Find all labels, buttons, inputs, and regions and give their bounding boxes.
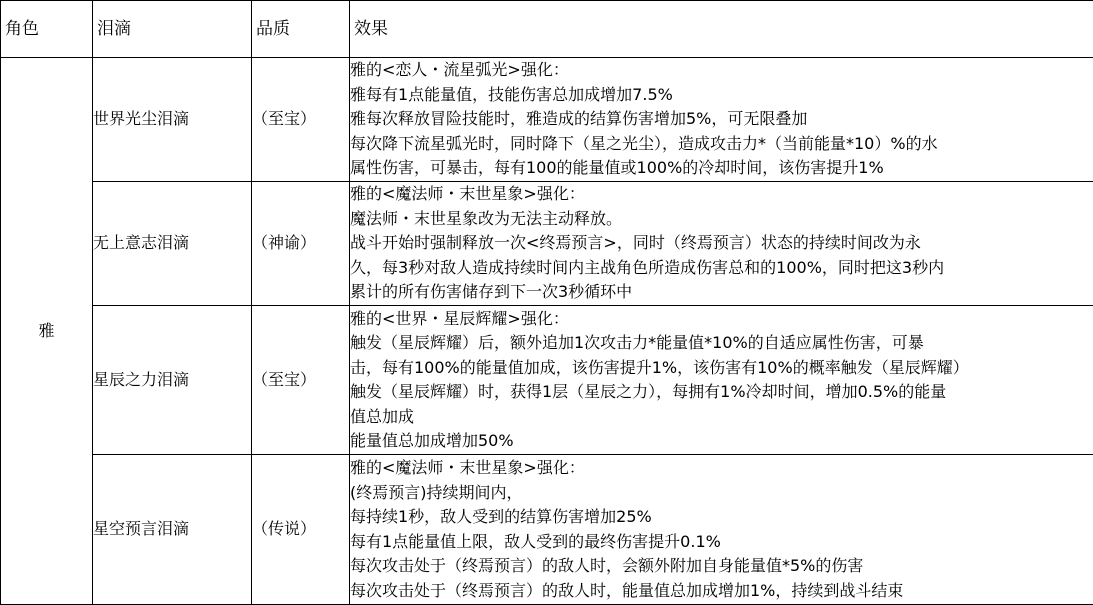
quality-cell[interactable]: （神谕） [252, 182, 350, 306]
effect-line: 累计的所有伤害储存到下一次3秒循环中 [350, 282, 633, 302]
effect-line: 战斗开始时强制释放一次<终焉预言>，同时（终焉预言）状态的持续时间改为永 [350, 233, 921, 253]
quality-cell[interactable]: （至宝） [252, 306, 350, 455]
role-cell[interactable]: 雅 [1, 58, 93, 605]
effect-line: 久，每3秒对敌人造成持续时间内主战角色所造成伤害总和的100%，同时把这3秒内 [350, 257, 945, 277]
effect-line: 值总加成 [350, 406, 415, 426]
effect-line: 魔法师・末世星象改为无法主动释放。 [350, 208, 623, 228]
effect-line: 雅的<世界・星辰辉耀>强化： [350, 308, 569, 328]
header-quality[interactable]: 品质 [252, 1, 350, 58]
tear-name-cell[interactable]: 星空预言泪滴 [93, 455, 252, 605]
effect-line: 雅每次释放冒险技能时，雅造成的结算伤害增加5%，可无限叠加 [350, 109, 808, 129]
tear-name-cell[interactable]: 星辰之力泪滴 [93, 306, 252, 455]
header-effect[interactable]: 效果 [350, 1, 1093, 58]
tear-name-cell[interactable]: 世界光尘泪滴 [93, 58, 252, 182]
effect-line: 雅每有1点能量值，技能伤害总加成增加7.5% [350, 84, 673, 104]
effect-line: (终焉预言)持续期间内， [350, 482, 523, 502]
effect-line: 雅的<魔法师・末世星象>强化： [350, 458, 585, 477]
effect-line: 能量值总加成增加50% [350, 431, 514, 450]
table-row [1, 306, 1093, 455]
effect-line: 每次攻击处于（终焉预言）的敌人时，会额外附加自身能量值*5%的伤害 [350, 556, 864, 575]
tear-name-cell[interactable]: 无上意志泪滴 [93, 182, 252, 306]
effect-cell[interactable] [350, 306, 1093, 455]
effect-line: 雅的<恋人・流星弧光>强化： [350, 60, 569, 80]
header-row [1, 1, 1093, 58]
effect-line: 触发（星辰辉耀）后，额外追加1次攻击力*能量值*10%的自适应属性伤害，可暴 [350, 333, 924, 352]
quality-cell[interactable]: （至宝） [252, 58, 350, 182]
table-row [1, 58, 1093, 182]
effect-cell[interactable] [350, 182, 1093, 306]
table-row [1, 455, 1093, 605]
quality-cell[interactable]: （传说） [252, 455, 350, 605]
header-tear[interactable]: 泪滴 [93, 1, 252, 58]
effect-line: 属性伤害，可暴击，每有100的能量值或100%的冷却时间，该伤害提升1% [350, 158, 884, 178]
header-role[interactable]: 角色 [1, 1, 93, 58]
effect-line: 每持续1秒，敌人受到的结算伤害增加25% [350, 507, 652, 526]
effect-line: 每次降下流星弧光时，同时降下（星之光尘），造成攻击力*（当前能量*10）%的水 [350, 133, 938, 153]
effect-line: 每次攻击处于（终焉预言）的敌人时，能量值总加成增加1%，持续到战斗结束 [350, 580, 904, 600]
effect-cell[interactable] [350, 58, 1093, 182]
effect-line: 雅的<魔法师・末世星象>强化： [350, 184, 585, 204]
effect-line: 击，每有100%的能量值加成，该伤害提升1%，该伤害有10%的概率触发（星辰辉耀） [350, 357, 969, 377]
effect-cell[interactable] [350, 455, 1093, 605]
effect-line: 每有1点能量值上限，敌人受到的最终伤害提升0.1% [350, 531, 721, 551]
effect-line: 触发（星辰辉耀）时，获得1层（星辰之力），每拥有1%冷却时间，增加0.5%的能量 [350, 382, 947, 401]
table-row [1, 182, 1093, 306]
